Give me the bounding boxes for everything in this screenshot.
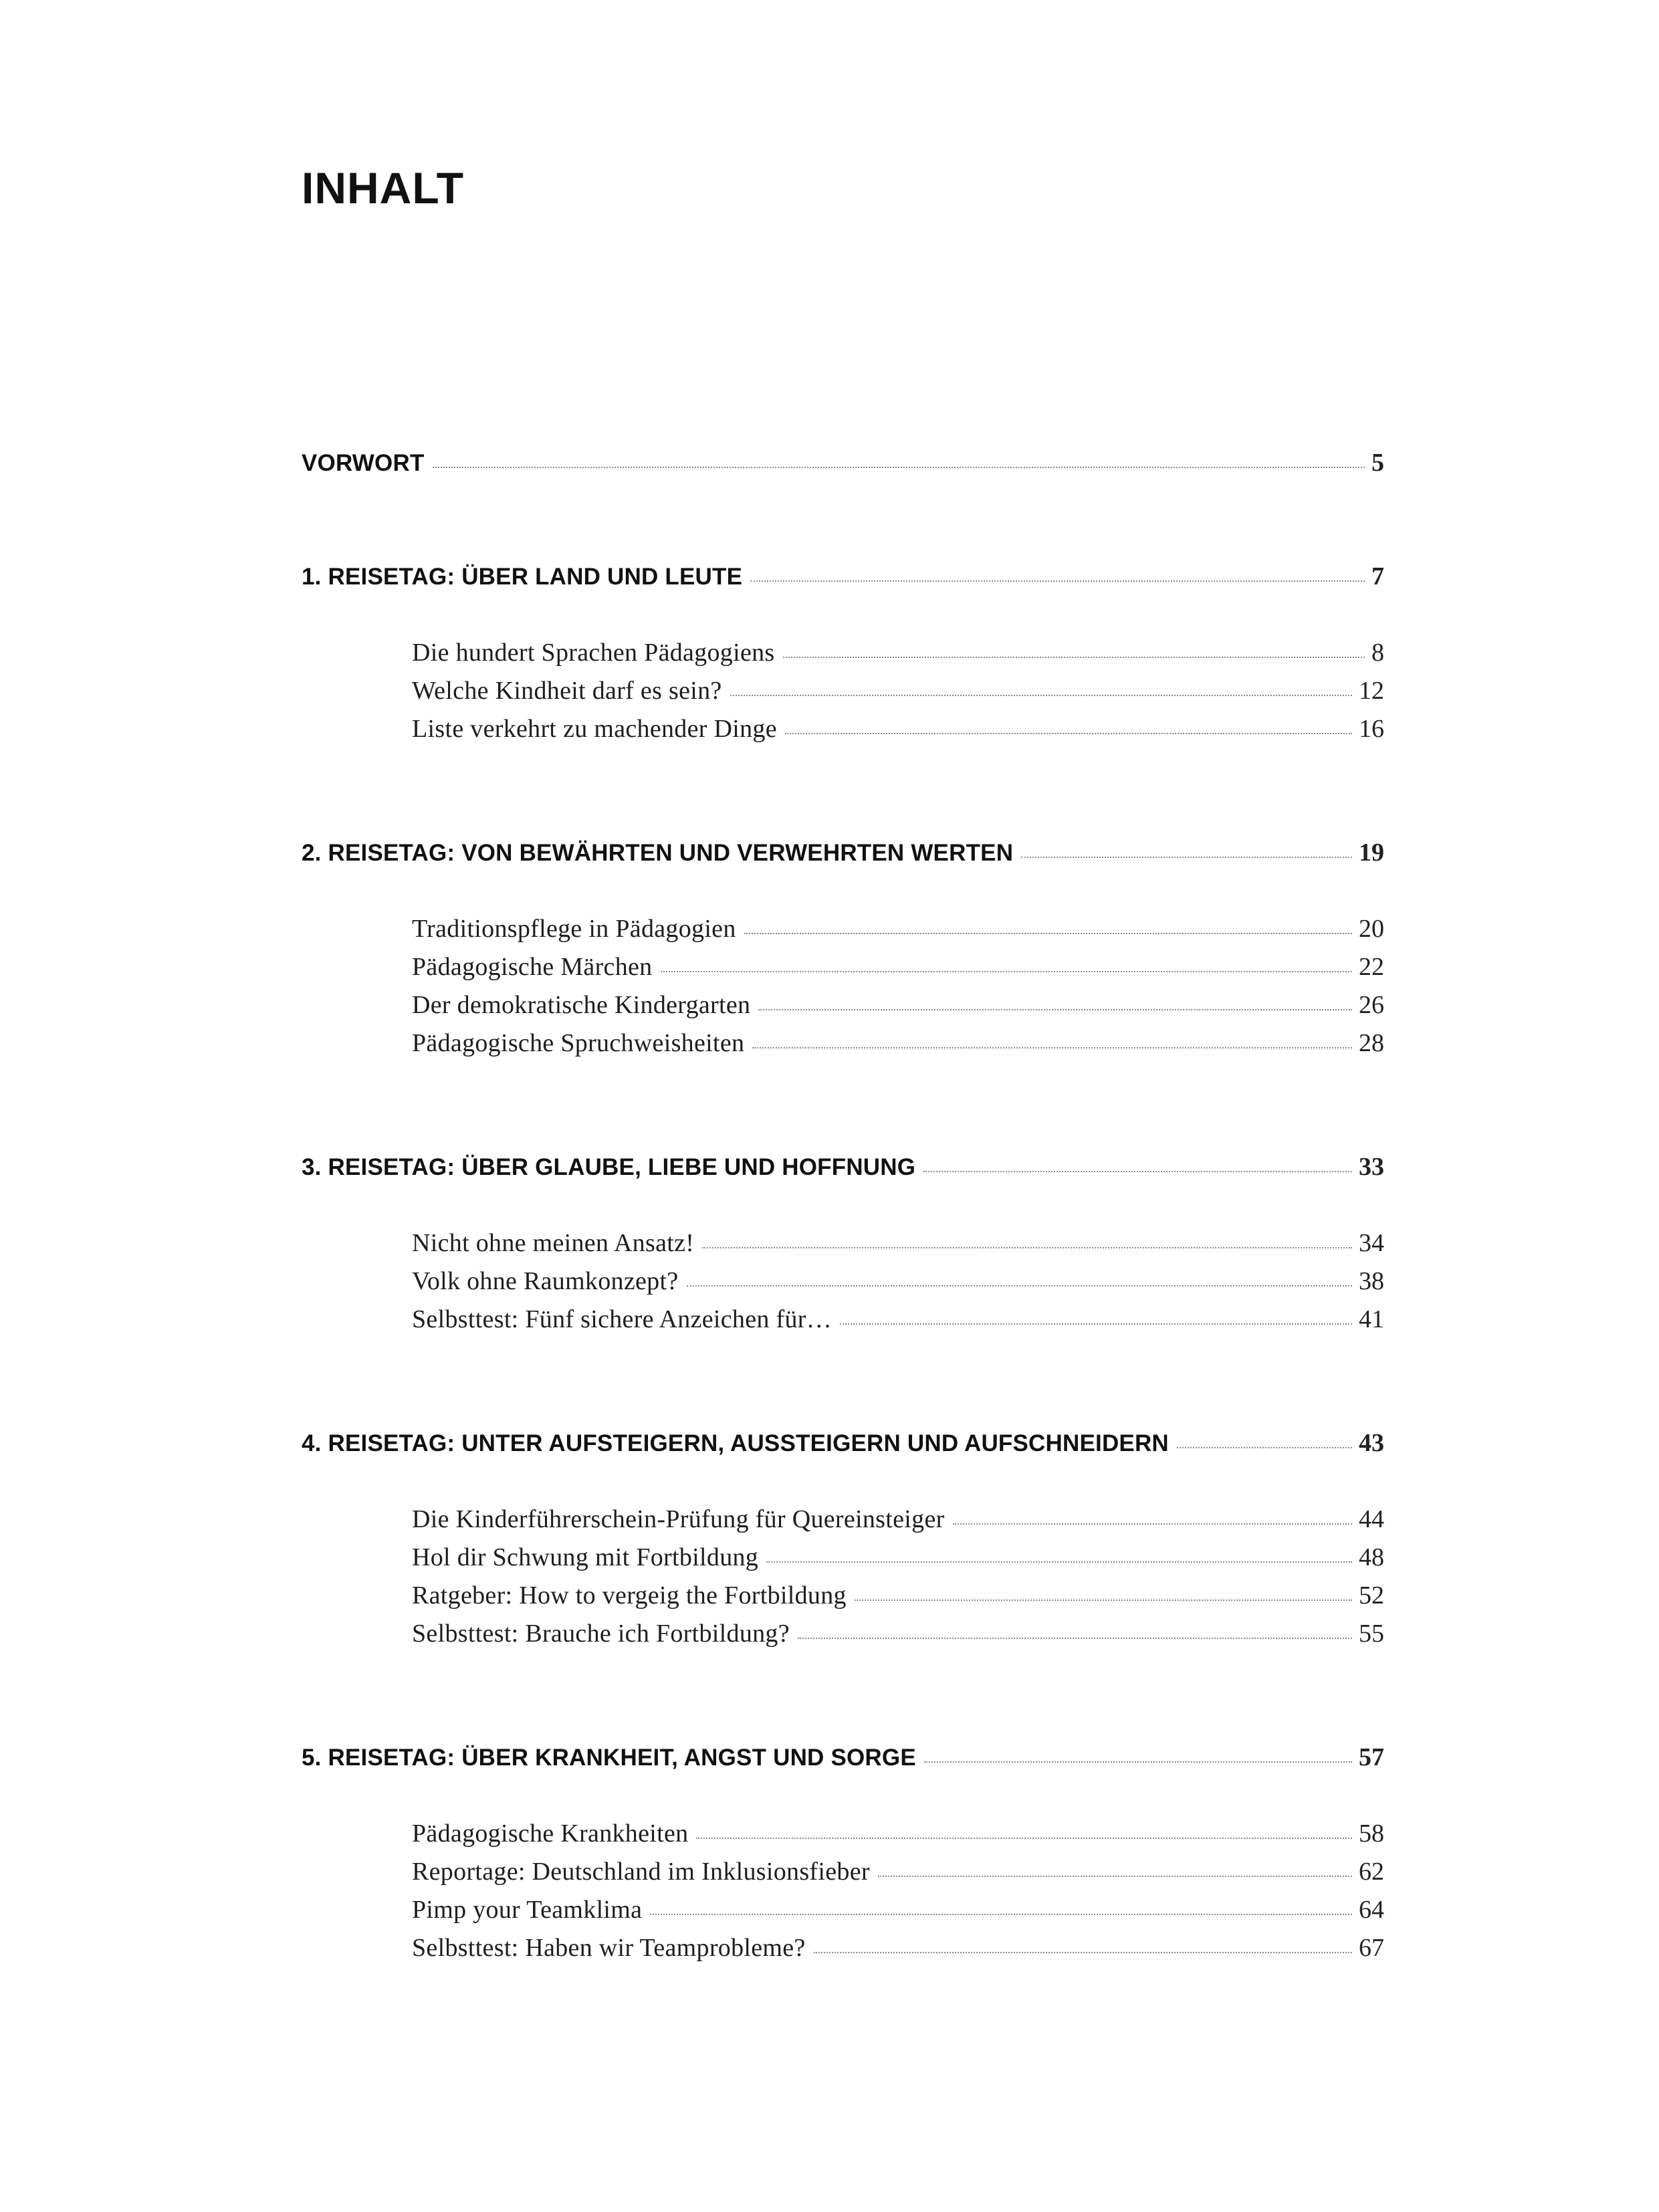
toc-chapter-1 — [302, 562, 1384, 752]
toc-section-row[interactable] — [412, 1505, 1384, 1543]
section-title: Pädagogische Märchen — [412, 953, 653, 981]
section-title: Nicht ohne meinen Ansatz! — [412, 1229, 695, 1257]
toc-chapter-4 — [302, 1428, 1384, 1657]
toc-section-row[interactable] — [412, 1819, 1384, 1857]
section-title: Selbsttest: Haben wir Teamprobleme? — [412, 1934, 806, 1962]
dot-leader — [1177, 1447, 1352, 1448]
page-number: 67 — [1359, 1934, 1384, 1962]
toc-section-list — [302, 1228, 1384, 1343]
toc-chapter-row[interactable] — [302, 1152, 1384, 1191]
dot-leader — [953, 1523, 1352, 1525]
toc-chapter-row[interactable] — [302, 1428, 1384, 1467]
toc-section-row[interactable] — [412, 714, 1384, 752]
toc-section-row[interactable] — [412, 1857, 1384, 1895]
page-number: 5 — [1371, 449, 1384, 477]
toc-chapter-vorwort — [302, 448, 1384, 487]
dot-leader — [758, 1009, 1352, 1010]
toc-section-list — [302, 1819, 1384, 1971]
toc-section-row[interactable] — [412, 676, 1384, 714]
section-title: Reportage: Deutschland im Inklusionsfieber — [412, 1858, 870, 1886]
page-number: 8 — [1371, 639, 1384, 667]
page-number: 62 — [1359, 1858, 1384, 1886]
dot-leader — [878, 1876, 1352, 1877]
toc-section-row[interactable] — [412, 952, 1384, 990]
section-title: Pädagogische Spruchweisheiten — [412, 1029, 745, 1057]
page-number: 19 — [1359, 839, 1384, 867]
dot-leader — [650, 1914, 1352, 1915]
section-title: Die hundert Sprachen Pädagogiens — [412, 639, 775, 667]
toc-section-row[interactable] — [412, 1543, 1384, 1581]
page-number: 26 — [1359, 991, 1384, 1019]
toc-section-row[interactable] — [412, 990, 1384, 1028]
chapter-title: 3. REISETAG: ÜBER GLAUBE, LIEBE UND HOFFNUNG — [302, 1154, 916, 1180]
toc-section-row[interactable] — [412, 1933, 1384, 1971]
page-number: 34 — [1359, 1229, 1384, 1257]
section-title: Selbsttest: Fünf sichere Anzeichen für… — [412, 1305, 832, 1333]
dot-leader — [840, 1323, 1352, 1325]
dot-leader — [744, 933, 1352, 934]
page-number: 28 — [1359, 1029, 1384, 1057]
page-number: 12 — [1359, 677, 1384, 705]
dot-leader — [687, 1285, 1353, 1287]
dot-leader — [814, 1952, 1352, 1953]
page-number: 33 — [1359, 1153, 1384, 1181]
page-number: 44 — [1359, 1505, 1384, 1533]
dot-leader — [785, 733, 1352, 734]
dot-leader — [766, 1561, 1352, 1563]
toc-chapter-row[interactable] — [302, 1743, 1384, 1781]
dot-leader — [924, 1761, 1352, 1763]
section-title: Traditionspflege in Pädagogien — [412, 915, 736, 943]
dot-leader — [752, 1047, 1352, 1048]
page-number: 55 — [1359, 1620, 1384, 1648]
toc-section-list — [302, 1505, 1384, 1657]
toc-chapter-row[interactable] — [302, 448, 1384, 487]
page-number: 22 — [1359, 953, 1384, 981]
toc-section-row[interactable] — [412, 1581, 1384, 1619]
dot-leader — [1021, 857, 1352, 858]
chapter-title: 5. REISETAG: ÜBER KRANKHEIT, ANGST UND SORGE — [302, 1745, 916, 1771]
dot-leader — [750, 580, 1365, 582]
page-number: 7 — [1371, 562, 1384, 590]
toc-section-row[interactable] — [412, 638, 1384, 676]
toc-section-row[interactable] — [412, 914, 1384, 952]
toc-section-row[interactable] — [412, 1895, 1384, 1933]
toc-chapter-2 — [302, 838, 1384, 1067]
toc-section-list — [302, 638, 1384, 752]
toc-section-list — [302, 914, 1384, 1067]
chapter-title: VORWORT — [302, 450, 425, 476]
page-number: 38 — [1359, 1267, 1384, 1295]
toc-section-row[interactable] — [412, 1028, 1384, 1067]
dot-leader — [783, 657, 1365, 658]
page-title: INHALT — [302, 163, 465, 213]
section-title: Pimp your Teamklima — [412, 1896, 643, 1924]
chapter-title: 4. REISETAG: UNTER AUFSTEIGERN, AUSSTEIGERN UND AUFSCHNEIDERN — [302, 1430, 1169, 1456]
page-number: 20 — [1359, 915, 1384, 943]
dot-leader — [661, 971, 1353, 972]
section-title: Welche Kindheit darf es sein? — [412, 677, 722, 705]
page-number: 48 — [1359, 1543, 1384, 1571]
section-title: Volk ohne Raumkonzept? — [412, 1267, 679, 1295]
toc-chapter-5 — [302, 1743, 1384, 1971]
page-number: 41 — [1359, 1305, 1384, 1333]
toc-section-row[interactable] — [412, 1619, 1384, 1657]
section-title: Die Kinderführerschein-Prüfung für Quereinsteiger — [412, 1505, 945, 1533]
dot-leader — [923, 1171, 1352, 1172]
dot-leader — [798, 1638, 1352, 1639]
dot-leader — [855, 1599, 1352, 1601]
toc-section-row[interactable] — [412, 1228, 1384, 1266]
section-title: Pädagogische Krankheiten — [412, 1819, 689, 1848]
section-title: Selbsttest: Brauche ich Fortbildung? — [412, 1620, 790, 1648]
dot-leader — [696, 1838, 1352, 1839]
page-number: 52 — [1359, 1581, 1384, 1610]
page-number: 64 — [1359, 1896, 1384, 1924]
page-number: 16 — [1359, 715, 1384, 743]
page-number: 43 — [1359, 1429, 1384, 1457]
toc-chapter-row[interactable] — [302, 838, 1384, 877]
dot-leader — [433, 467, 1365, 468]
chapter-title: 1. REISETAG: ÜBER LAND UND LEUTE — [302, 564, 743, 590]
page-number: 58 — [1359, 1819, 1384, 1848]
chapter-title: 2. REISETAG: VON BEWÄHRTEN UND VERWEHRTEN WERTEN — [302, 840, 1014, 866]
section-title: Liste verkehrt zu machender Dinge — [412, 715, 777, 743]
table-of-contents — [302, 448, 1384, 1971]
dot-leader — [730, 695, 1352, 696]
section-title: Der demokratische Kindergarten — [412, 991, 751, 1019]
toc-section-row[interactable] — [412, 1305, 1384, 1343]
page-number: 57 — [1359, 1743, 1384, 1771]
dot-leader — [702, 1247, 1352, 1248]
toc-chapter-3 — [302, 1152, 1384, 1343]
toc-chapter-row[interactable] — [302, 562, 1384, 600]
section-title: Ratgeber: How to vergeig the Fortbildung — [412, 1581, 847, 1610]
section-title: Hol dir Schwung mit Fortbildung — [412, 1543, 759, 1571]
toc-section-row[interactable] — [412, 1266, 1384, 1305]
